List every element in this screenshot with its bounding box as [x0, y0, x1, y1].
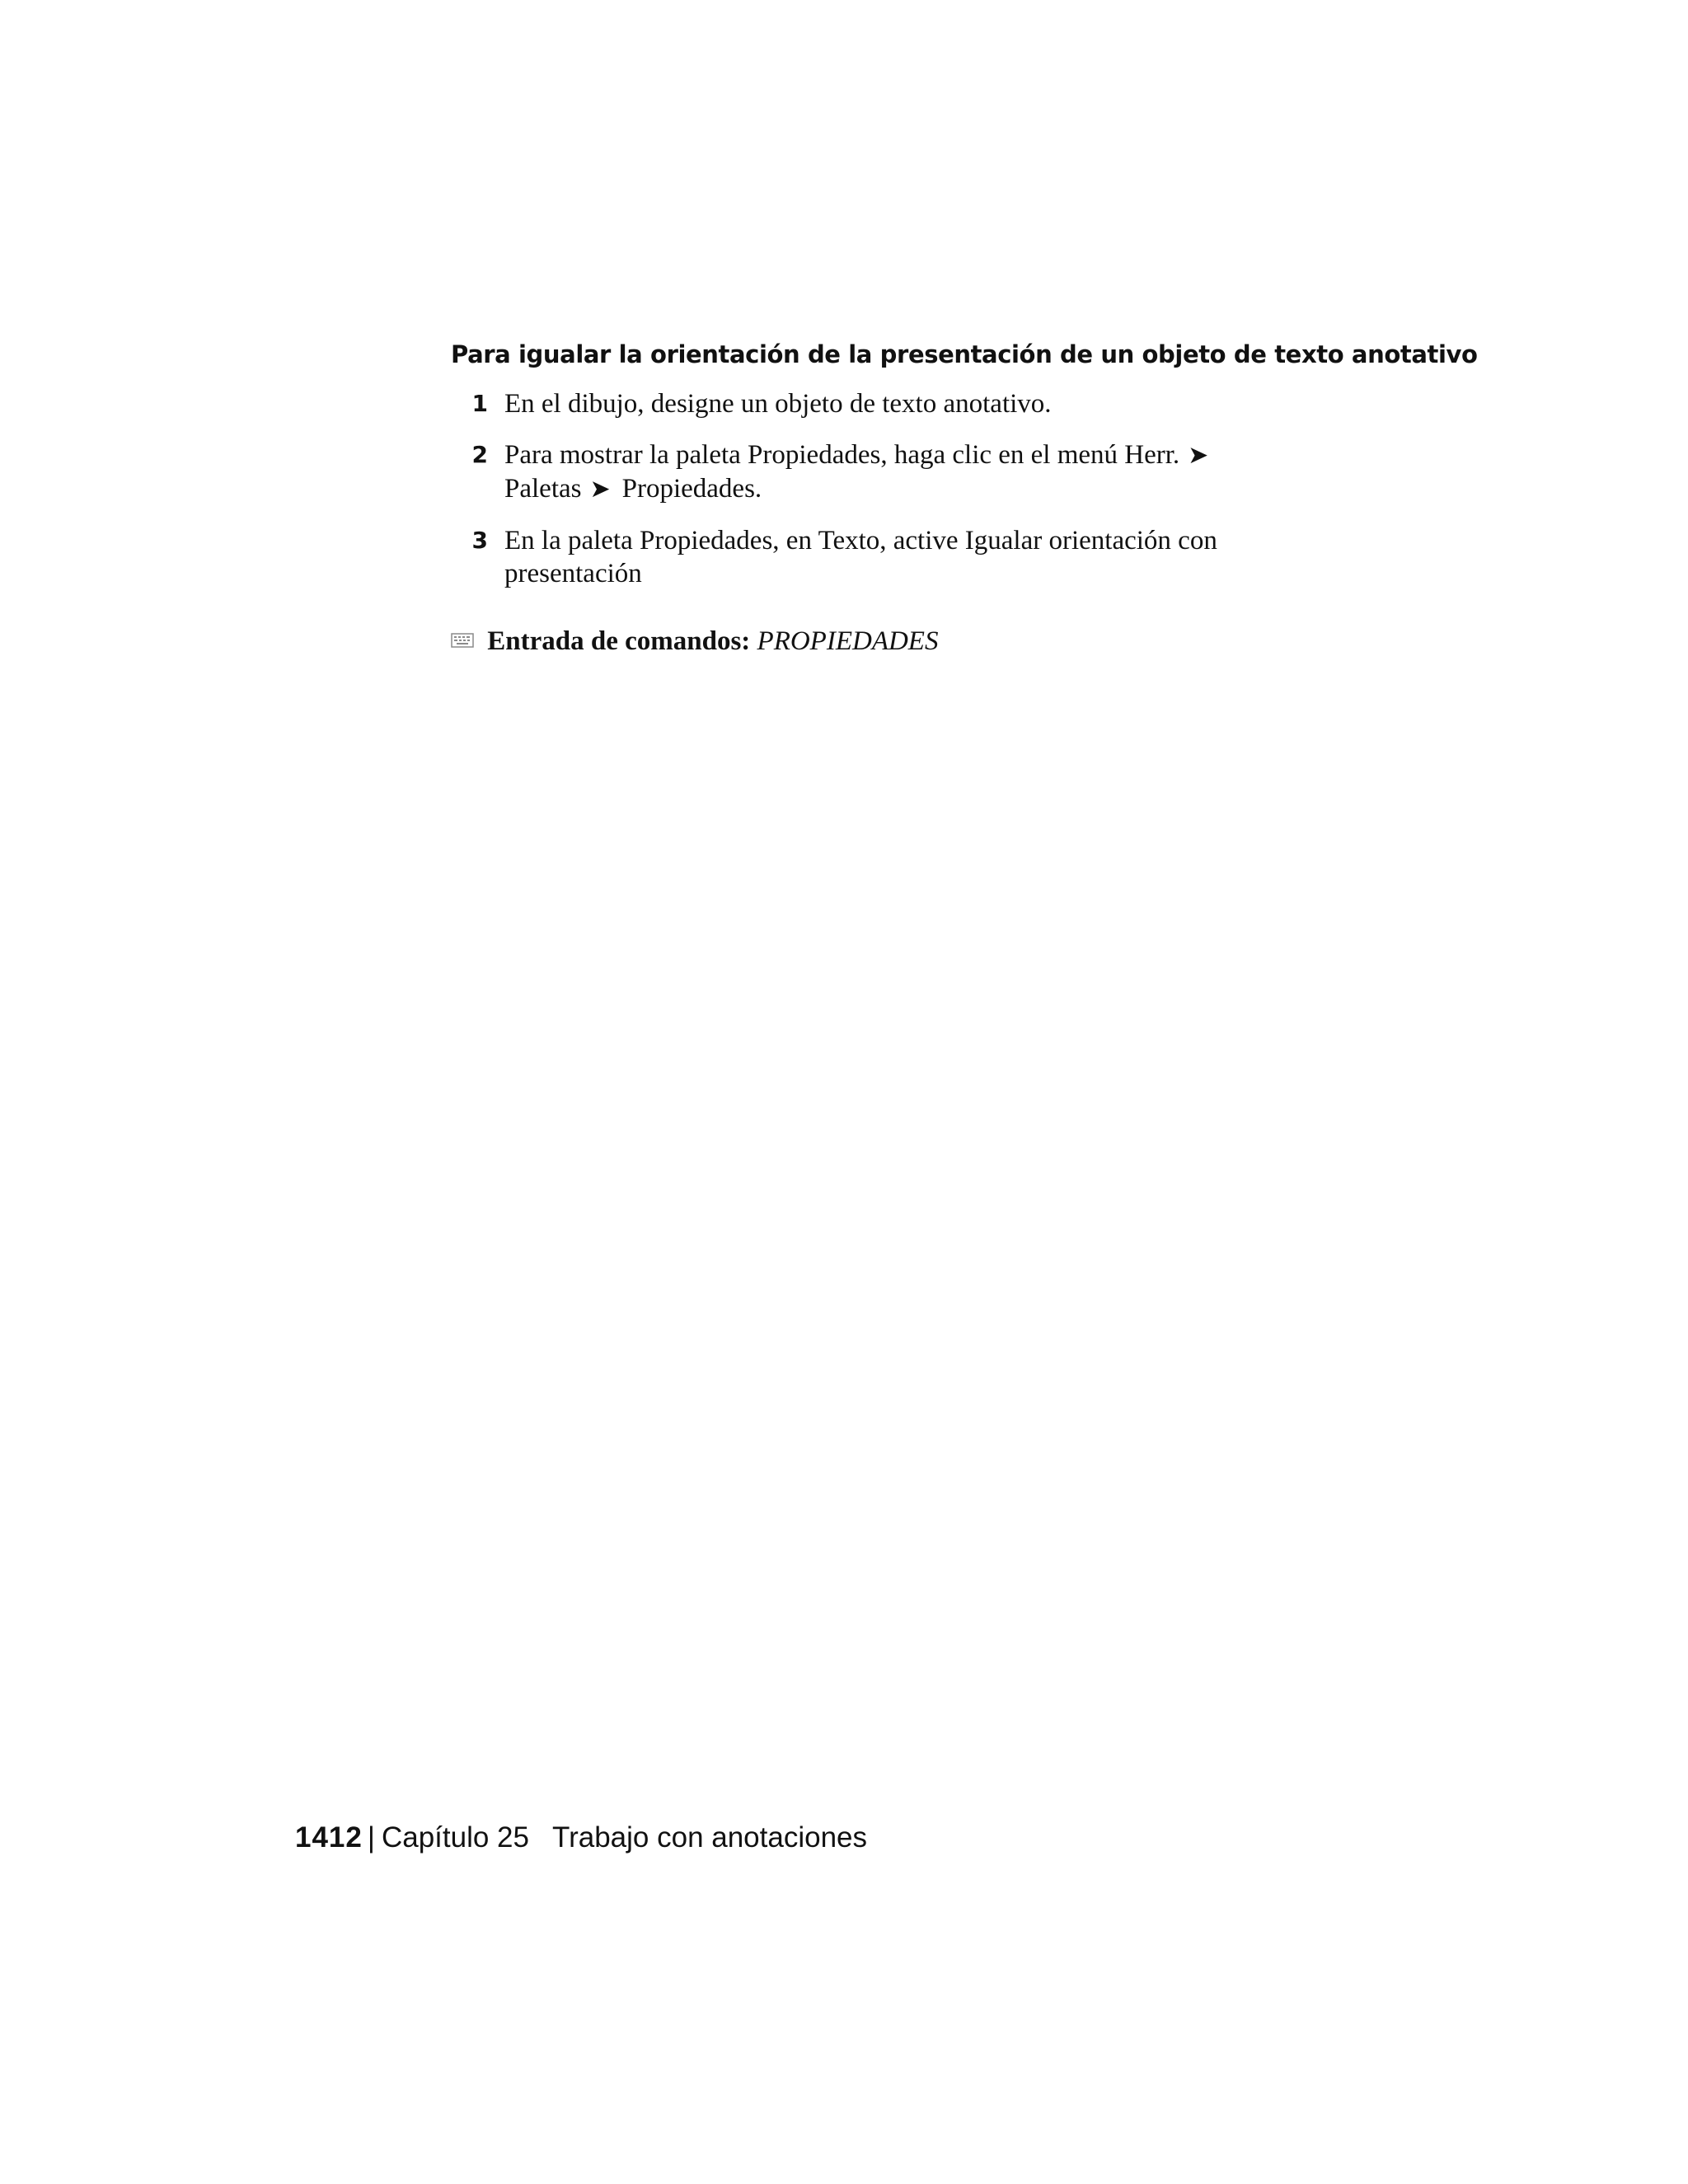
command-entry — [451, 625, 938, 658]
procedure-heading: Para igualar la orientación de la presentación de un objeto de texto anotativo — [451, 340, 1478, 368]
step-text: En la paleta Propiedades, en Texto, active Igualar orientación con presentación — [504, 526, 1217, 588]
procedure-steps — [462, 387, 1286, 608]
keyboard-icon — [451, 624, 474, 657]
step-number: 3 — [471, 527, 488, 554]
chapter-label: Capítulo 25 — [381, 1821, 529, 1854]
step-number: 1 — [471, 390, 488, 417]
step-1 — [462, 387, 1286, 420]
command-entry-label: Entrada de comandos: — [487, 626, 751, 656]
step-text: En el dibujo, designe un objeto de texto anotativo. — [504, 389, 1052, 419]
step-number: 2 — [471, 441, 488, 468]
step-text-part: Para mostrar la paleta Propiedades, haga clic en el menú Herr. — [504, 440, 1180, 470]
footer-separator: | — [367, 1821, 375, 1854]
menu-arrow-icon: ➤ — [1188, 442, 1209, 469]
menu-arrow-icon: ➤ — [589, 476, 611, 503]
command-entry-value: PROPIEDADES — [757, 626, 939, 656]
page-number: 1412 — [295, 1821, 363, 1854]
step-3 — [462, 524, 1286, 590]
step-text — [504, 438, 1286, 506]
chapter-title: Trabajo con anotaciones — [552, 1821, 868, 1854]
step-2 — [462, 438, 1286, 506]
page-footer — [295, 1820, 867, 1856]
step-text-part: Paletas — [504, 474, 582, 504]
step-text-part: Propiedades. — [621, 474, 762, 504]
